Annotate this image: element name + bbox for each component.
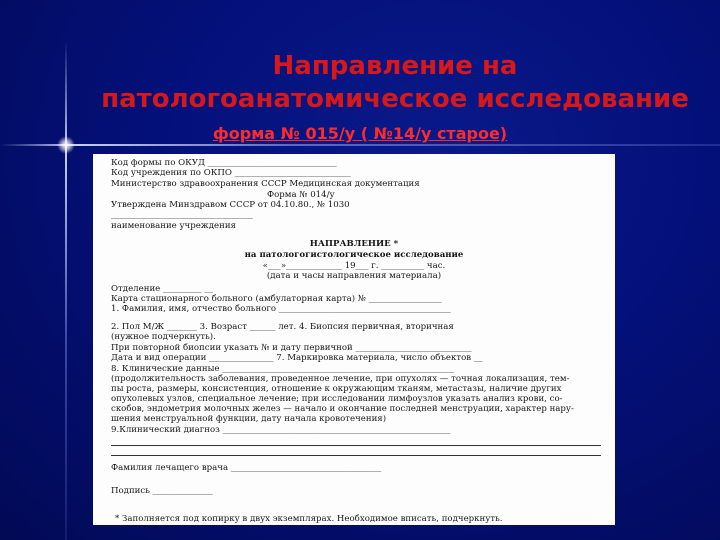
scanned-form <box>93 154 615 525</box>
form-field: опухолевых узлов, специальное лечение; при исследовании лимфоузлов указать анализ крови, со- <box>111 394 563 404</box>
deco-vertical-line <box>65 40 67 540</box>
form-field: шения менструальной функции, дату начала кровотечения) <box>111 414 387 424</box>
form-field: Отделение _________ __ <box>111 284 213 294</box>
form-header-line: Код учреждения по ОКПО ___________________________ <box>111 168 351 178</box>
deco-horizontal-line <box>0 144 720 146</box>
slide-subtitle <box>0 124 720 143</box>
form-field: Карта стационарного больного (амбулаторная карта) № _________________ <box>111 294 442 304</box>
form-date-caption: (дата и часы направления материала) <box>266 271 442 281</box>
blank-rule <box>111 455 601 456</box>
form-date-line: «___»_____________ 19___ г. __________ час. <box>262 261 446 271</box>
form-field: 1. Фамилия, имя, отчество больного ________________________________________ <box>111 304 451 314</box>
form-field: 8. Клинические данные ______________________________________________________ <box>111 364 455 374</box>
form-field: (продолжительность заболевания, проведенное лечение, при опухолях — точная локализация, тем- <box>111 374 570 384</box>
blank-rule <box>111 445 601 446</box>
form-header-line: Министерство здравоохранения СССР Медицинская документация <box>111 179 420 189</box>
form-field: (нужное подчеркнуть). <box>111 332 216 342</box>
form-field: Дата и вид операции _______________ 7. Маркировка материала, число объектов __ <box>111 353 483 363</box>
slide-title-line1: Направление на <box>272 51 518 81</box>
form-header-line: Код формы по ОКУД ______________________________ <box>111 158 337 168</box>
form-field: пы роста, размеры, консистенция, отношение к окружающим тканям, метастазы, наличие других <box>111 384 562 394</box>
form-field: 2. Пол М/Ж _______ 3. Возраст ______ лет. 4. Биопсия первичная, вторичная <box>111 322 454 332</box>
slide-subtitle-text: форма № 015/у ( №14/у старое) <box>212 124 508 143</box>
form-field: При повторной биопсии указать № и дату первичной ___________________________ <box>111 343 472 353</box>
form-header-line: Форма № 014/у <box>267 190 335 200</box>
form-header-line: наименование учреждения <box>111 221 236 231</box>
form-heading-sub: на патологогистологическое исследование <box>244 250 464 260</box>
form-heading: НАПРАВЛЕНИЕ * <box>309 239 399 249</box>
form-header-line: Утверждена Минздравом СССР от 04.10.80., № 1030 <box>111 200 350 210</box>
form-field: скобов, эндометрия молочных желез — начало и окончание последней менструации, характер нару- <box>111 404 574 414</box>
slide-title <box>70 50 720 116</box>
form-footnote: * Заполняется под копирку в двух экземплярах. Необходимое вписать, подчеркнуть. <box>115 514 503 524</box>
form-doctor: Фамилия лечащего врача ___________________________________ <box>111 463 382 473</box>
form-signature: Подпись ______________ <box>111 486 213 496</box>
form-header-line: _________________________________ <box>111 210 253 220</box>
form-field: 9.Клинический диагноз _____________________________________________________ <box>111 425 451 435</box>
slide-title-line2: патологоанатомическое исследование <box>101 84 689 114</box>
